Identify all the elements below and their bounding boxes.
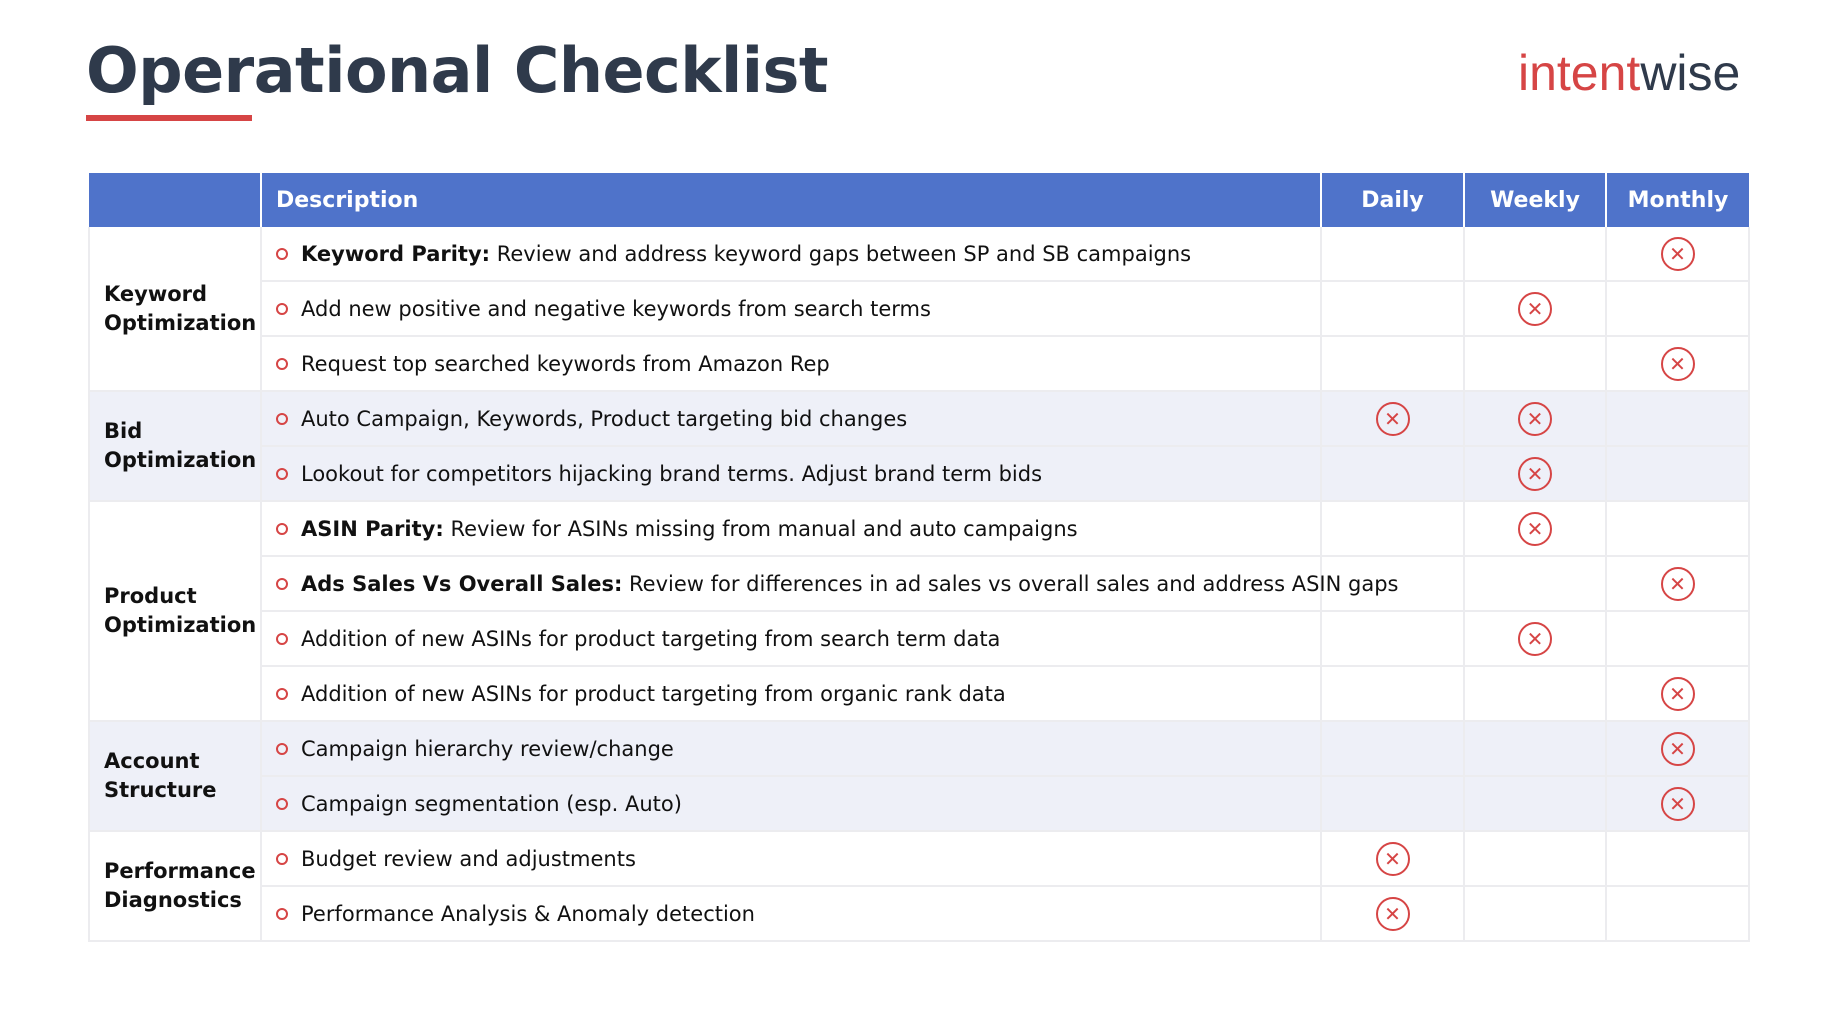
table-row xyxy=(89,446,1749,501)
description-cell xyxy=(261,886,1321,941)
category-label: Keyword xyxy=(104,281,208,306)
description-cell xyxy=(261,391,1321,446)
category-label: Performance xyxy=(104,859,256,883)
description-text: Performance Analysis & Anomaly detection xyxy=(301,901,755,926)
bullet-icon xyxy=(276,468,288,480)
description-cell xyxy=(261,281,1321,336)
x-circle-icon: ✕ xyxy=(1376,842,1410,876)
monthly-cell xyxy=(1606,611,1749,666)
intentwise-logo xyxy=(1518,44,1740,102)
x-circle-icon: ✕ xyxy=(1376,897,1410,931)
weekly-column-header: Weekly xyxy=(1464,173,1606,227)
table-row xyxy=(89,501,1749,556)
monthly-cell xyxy=(1606,886,1749,941)
title-underline xyxy=(86,115,252,121)
daily-cell xyxy=(1321,831,1464,886)
description-text: Review and address keyword gaps between SP and SB campaigns xyxy=(490,241,1192,266)
x-circle-icon: ✕ xyxy=(1661,347,1695,381)
x-circle-icon: ✕ xyxy=(1518,622,1552,656)
monthly-cell xyxy=(1606,391,1749,446)
x-circle-icon: ✕ xyxy=(1661,677,1695,711)
description-cell xyxy=(261,721,1321,776)
description-cell xyxy=(261,666,1321,721)
weekly-cell xyxy=(1464,556,1606,611)
daily-cell xyxy=(1321,776,1464,831)
daily-cell xyxy=(1321,666,1464,721)
table-row xyxy=(89,776,1749,831)
category-cell xyxy=(89,227,261,391)
daily-column-header: Daily xyxy=(1321,173,1464,227)
daily-cell xyxy=(1321,886,1464,941)
weekly-cell xyxy=(1464,501,1606,556)
description-cell xyxy=(261,776,1321,831)
x-circle-icon: ✕ xyxy=(1518,292,1552,326)
table-row xyxy=(89,666,1749,721)
category-label: Bid xyxy=(104,419,143,443)
category-cell xyxy=(89,391,261,501)
daily-cell xyxy=(1321,336,1464,391)
description-bold-label: ASIN Parity: xyxy=(301,516,444,541)
x-circle-icon: ✕ xyxy=(1376,402,1410,436)
bullet-icon xyxy=(276,413,288,425)
table-row xyxy=(89,281,1749,336)
category-label: Optimization xyxy=(104,310,257,335)
daily-cell xyxy=(1321,446,1464,501)
table-row xyxy=(89,886,1749,941)
daily-cell xyxy=(1321,721,1464,776)
monthly-cell xyxy=(1606,556,1749,611)
daily-cell xyxy=(1321,501,1464,556)
description-text: Campaign hierarchy review/change xyxy=(301,736,674,761)
x-circle-icon: ✕ xyxy=(1661,567,1695,601)
daily-cell xyxy=(1321,281,1464,336)
bullet-icon xyxy=(276,578,288,590)
bullet-icon xyxy=(276,798,288,810)
x-circle-icon: ✕ xyxy=(1518,457,1552,491)
category-label: Optimization xyxy=(104,613,257,637)
weekly-cell xyxy=(1464,721,1606,776)
table-row xyxy=(89,831,1749,886)
monthly-cell xyxy=(1606,336,1749,391)
description-bold-label: Keyword Parity: xyxy=(301,241,491,266)
monthly-cell xyxy=(1606,666,1749,721)
weekly-cell xyxy=(1464,446,1606,501)
x-circle-icon: ✕ xyxy=(1661,732,1695,766)
category-cell xyxy=(89,831,261,941)
weekly-cell xyxy=(1464,831,1606,886)
x-circle-icon: ✕ xyxy=(1518,402,1552,436)
monthly-cell xyxy=(1606,227,1749,281)
bullet-icon xyxy=(276,248,288,260)
description-cell xyxy=(261,227,1321,281)
weekly-cell xyxy=(1464,336,1606,391)
description-cell xyxy=(261,831,1321,886)
category-label: Structure xyxy=(104,778,217,802)
table-row xyxy=(89,556,1749,611)
category-cell xyxy=(89,501,261,721)
bullet-icon xyxy=(276,358,288,370)
description-text: Auto Campaign, Keywords, Product targeting bid changes xyxy=(301,406,908,431)
weekly-cell xyxy=(1464,391,1606,446)
monthly-cell xyxy=(1606,281,1749,336)
description-bold-label: Ads Sales Vs Overall Sales: xyxy=(301,571,623,596)
bullet-icon xyxy=(276,688,288,700)
table-header-row xyxy=(89,173,1749,227)
description-text: Review for differences in ad sales vs overall sales and address ASIN gaps xyxy=(622,571,1399,596)
weekly-cell xyxy=(1464,611,1606,666)
table-row xyxy=(89,227,1749,281)
category-cell xyxy=(89,721,261,831)
category-column-header xyxy=(89,173,261,227)
table-row xyxy=(89,391,1749,446)
x-circle-icon: ✕ xyxy=(1661,787,1695,821)
category-label: Product xyxy=(104,584,197,608)
description-cell xyxy=(261,501,1321,556)
description-cell xyxy=(261,556,1399,611)
description-text: Lookout for competitors hijacking brand terms. Adjust brand term bids xyxy=(301,461,1043,486)
weekly-cell xyxy=(1464,886,1606,941)
bullet-icon xyxy=(276,303,288,315)
category-label: Account xyxy=(104,749,200,773)
monthly-cell xyxy=(1606,446,1749,501)
bullet-icon xyxy=(276,743,288,755)
monthly-column-header: Monthly xyxy=(1606,173,1749,227)
description-text: Campaign segmentation (esp. Auto) xyxy=(301,791,682,816)
monthly-cell xyxy=(1606,721,1749,776)
weekly-cell xyxy=(1464,227,1606,281)
category-label: Optimization xyxy=(104,448,257,472)
daily-cell xyxy=(1321,227,1464,281)
description-cell xyxy=(261,446,1321,501)
description-text: Request top searched keywords from Amazon Rep xyxy=(301,351,830,376)
monthly-cell xyxy=(1606,501,1749,556)
description-cell xyxy=(261,336,1321,391)
table-row xyxy=(89,721,1749,776)
monthly-cell xyxy=(1606,776,1749,831)
bullet-icon xyxy=(276,853,288,865)
table-row xyxy=(89,611,1749,666)
description-text: Budget review and adjustments xyxy=(301,846,636,871)
table-body xyxy=(89,227,1749,941)
x-circle-icon: ✕ xyxy=(1661,237,1695,271)
x-circle-icon: ✕ xyxy=(1518,512,1552,546)
logo-text-part2: wise xyxy=(1640,45,1741,101)
bullet-icon xyxy=(276,908,288,920)
bullet-icon xyxy=(276,633,288,645)
bullet-icon xyxy=(276,523,288,535)
description-text: Add new positive and negative keywords from search terms xyxy=(301,296,931,321)
weekly-cell xyxy=(1464,666,1606,721)
daily-cell xyxy=(1321,611,1464,666)
daily-cell xyxy=(1321,391,1464,446)
description-text: Addition of new ASINs for product targeting from search term data xyxy=(301,626,1001,651)
description-text: Addition of new ASINs for product targeting from organic rank data xyxy=(301,681,1006,706)
logo-text-part1: intent xyxy=(1518,45,1641,101)
operational-checklist-table xyxy=(88,173,1750,942)
monthly-cell xyxy=(1606,831,1749,886)
category-label: Diagnostics xyxy=(104,888,242,912)
weekly-cell xyxy=(1464,776,1606,831)
description-text: Review for ASINs missing from manual and auto campaigns xyxy=(443,516,1078,541)
description-column-header: Description xyxy=(261,173,1321,227)
description-cell xyxy=(261,611,1321,666)
page-title: Operational Checklist xyxy=(86,34,829,107)
table-row xyxy=(89,336,1749,391)
weekly-cell xyxy=(1464,281,1606,336)
